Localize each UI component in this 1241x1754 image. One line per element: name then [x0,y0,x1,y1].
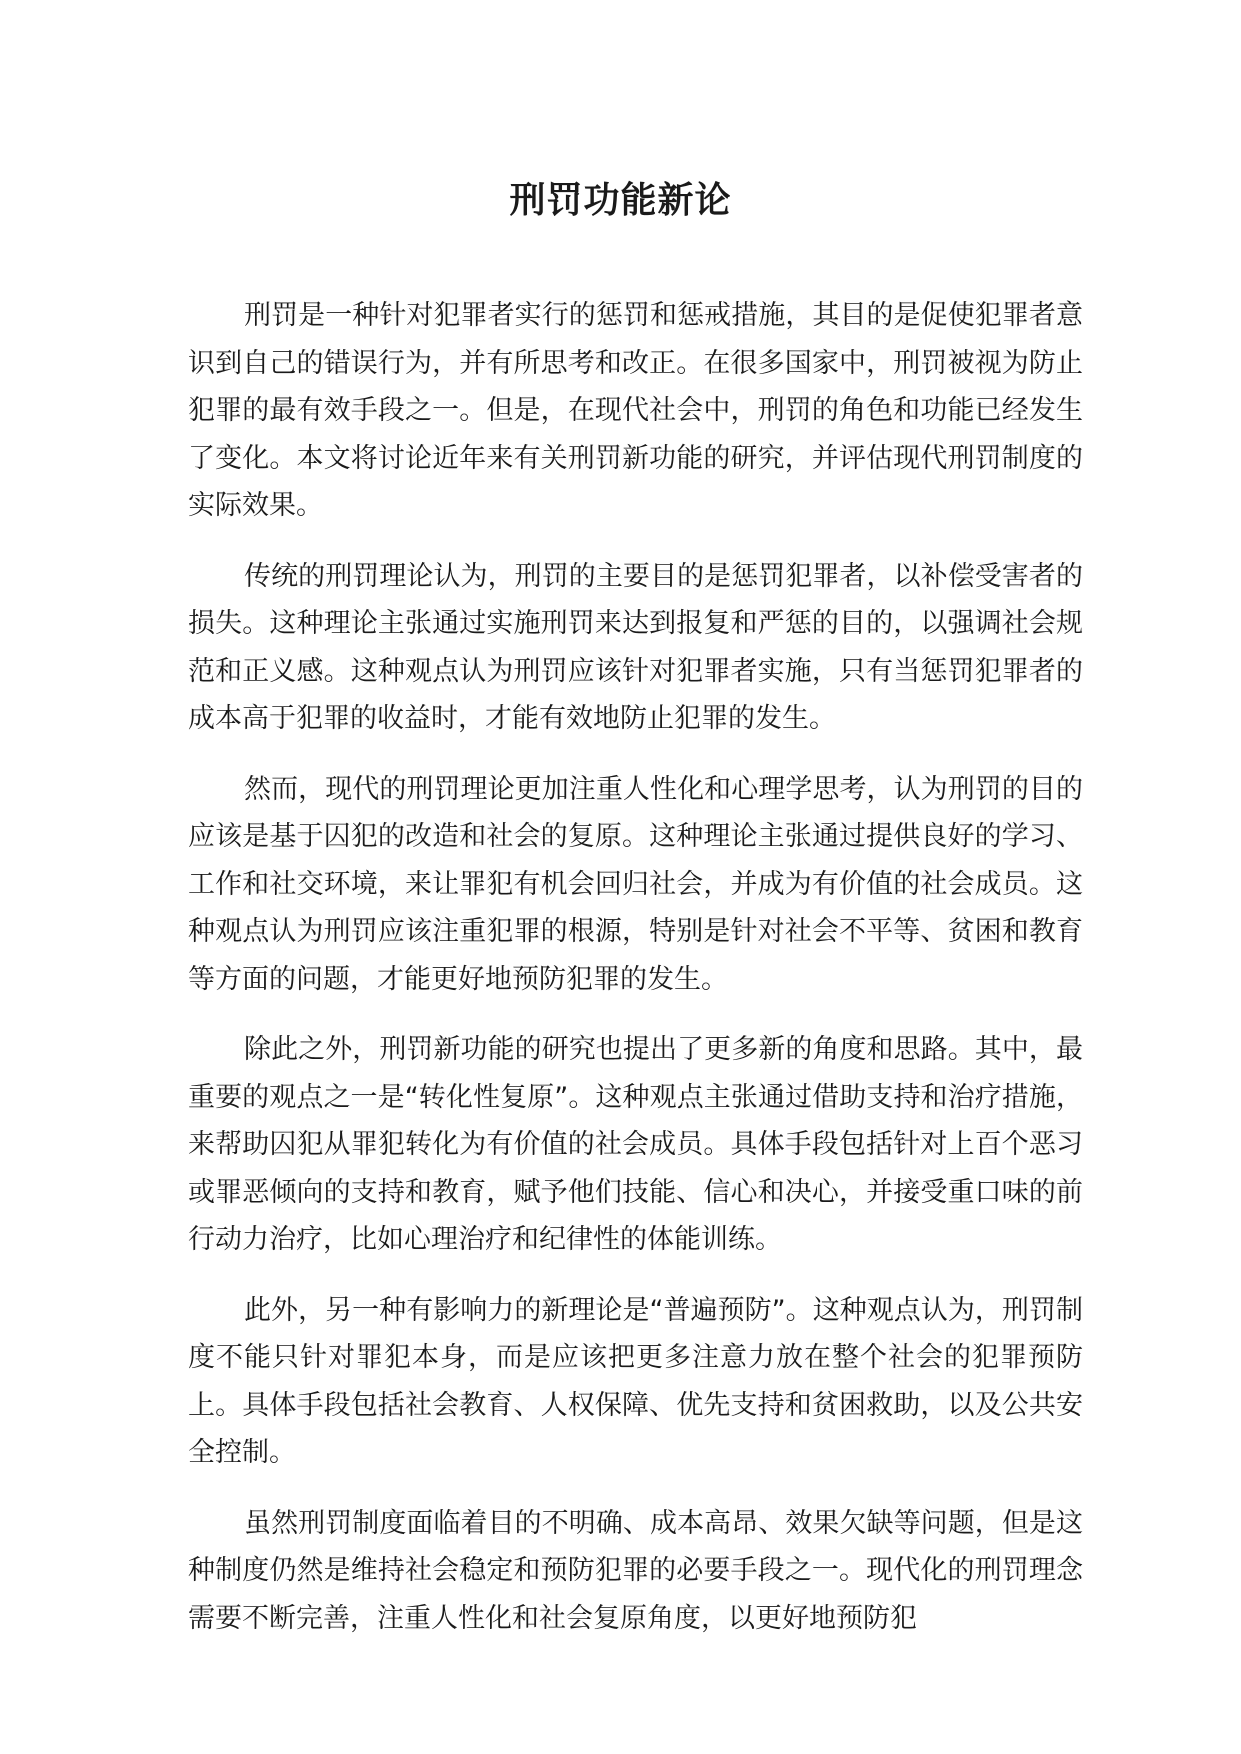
paragraph: 传统的刑罚理论认为，刑罚的主要目的是惩罚犯罪者，以补偿受害者的损失。这种理论主张通过实施刑罚来达到报复和严惩的目的，以强调社会规范和正义感。这种观点认为刑罚应该针对犯罪者实施，只有当惩罚犯罪者的成本高于犯罪的收益时，才能有效地防止犯罪的发生。 [188,560,1083,734]
paragraph: 然而，现代的刑罚理论更加注重人性化和心理学思考，认为刑罚的目的应该是基于囚犯的改造和社会的复原。这种理论主张通过提供良好的学习、工作和社交环境，来让罪犯有机会回归社会，并成为有价值的社会成员。这种观点认为刑罚应该注重犯罪的根源，特别是针对社会不平等、贫困和教育等方面的问题，才能更好地预防犯罪的发生。 [188,773,1083,995]
paragraph: 虽然刑罚制度面临着目的不明确、成本高昂、效果欠缺等问题，但是这种制度仍然是维持社会稳定和预防犯罪的必要手段之一。现代化的刑罚理念需要不断完善，注重人性化和社会复原角度，以更好地预防犯 [188,1507,1083,1634]
paragraph: 除此之外，刑罚新功能的研究也提出了更多新的角度和思路。其中，最重要的观点之一是“转化性复原”。这种观点主张通过借助支持和治疗措施，来帮助囚犯从罪犯转化为有价值的社会成员。具体手段包括针对上百个恶习或罪恶倾向的支持和教育，赋予他们技能、信心和决心，并接受重口味的前行动力治疗，比如心理治疗和纪律性的体能训练。 [188,1034,1083,1255]
document-title: 刑罚功能新论 [509,180,732,221]
document-body [188,292,1083,1665]
paragraph: 刑罚是一种针对犯罪者实行的惩罚和惩戒措施，其目的是促使犯罪者意识到自己的错误行为，并有所思考和改正。在很多国家中，刑罚被视为防止犯罪的最有效手段之一。但是，在现代社会中，刑罚的角色和功能已经发生了变化。本文将讨论近年来有关刑罚新功能的研究，并评估现代刑罚制度的实际效果。 [188,300,1083,521]
paragraph: 此外，另一种有影响力的新理论是“普遍预防”。这种观点认为，刑罚制度不能只针对罪犯本身，而是应该把更多注意力放在整个社会的犯罪预防上。具体手段包括社会教育、人权保障、优先支持和贫困救助，以及公共安全控制。 [188,1294,1083,1468]
